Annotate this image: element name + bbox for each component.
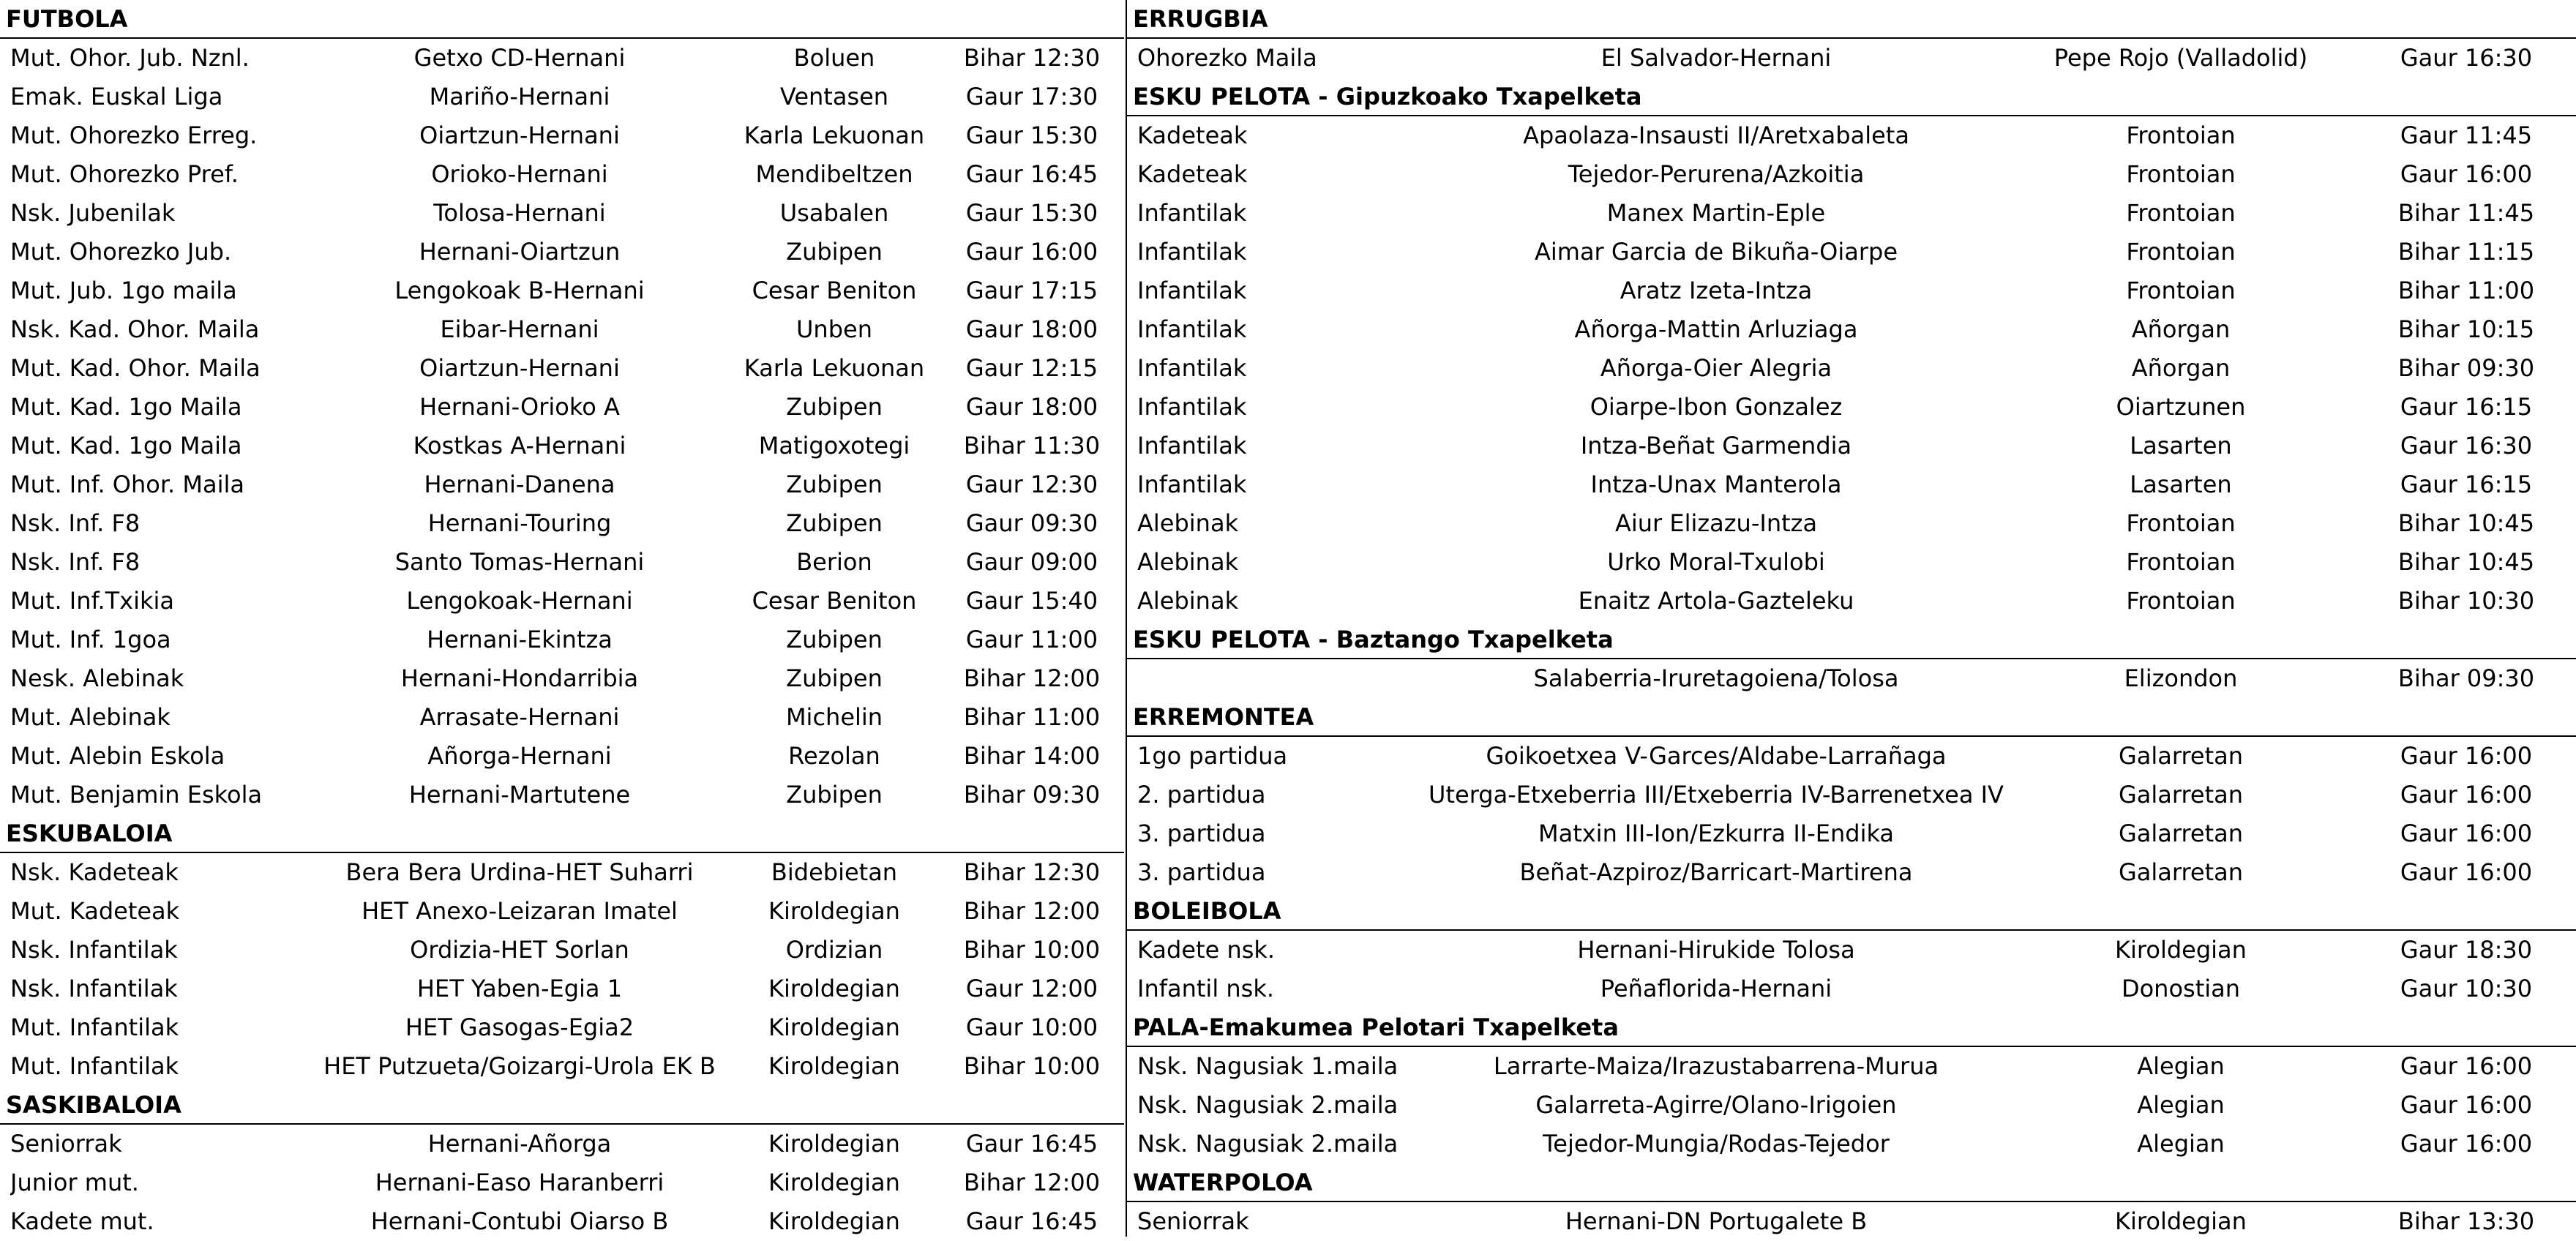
time-cell: Bihar 09:30 [2397, 354, 2535, 382]
time-cell: Bihar 10:45 [2397, 548, 2535, 576]
fixture-row [1127, 271, 2576, 310]
category-cell: Infantilak [1137, 315, 1247, 343]
category-cell: Mut. Ohorezko Jub. [10, 238, 232, 266]
match-cell: Kostkas A-Hernani [413, 432, 626, 460]
venue-cell: Frontoian [2126, 199, 2236, 227]
time-cell: Bihar 12:30 [963, 44, 1101, 72]
match-cell: HET Yaben-Egia 1 [416, 975, 623, 1002]
venue-cell: Frontoian [2126, 587, 2236, 615]
venue-cell: Zubipen [786, 470, 883, 498]
venue-cell: Karla Lekuonan [744, 121, 925, 149]
match-cell: Getxo CD-Hernani [413, 44, 626, 72]
category-cell: 3. partidua [1137, 820, 1266, 847]
match-cell: Mariño-Hernani [429, 83, 610, 110]
time-cell: Bihar 10:00 [963, 1052, 1101, 1080]
fixture-row [0, 776, 1124, 814]
venue-cell: Kiroldegian [768, 1130, 900, 1158]
venue-cell: Cesar Beniton [752, 587, 917, 615]
category-cell: Mut. Kad. 1go Maila [10, 432, 242, 460]
category-cell: Infantilak [1137, 432, 1247, 460]
match-cell: Hernani-Añorga [427, 1130, 612, 1158]
fixture-row [1127, 504, 2576, 543]
fixture-row [0, 582, 1124, 620]
match-cell: Hernani-Oiartzun [419, 238, 621, 266]
venue-cell: Donostian [2121, 975, 2241, 1002]
match-cell: Larrarte-Maiza/Irazustabarrena-Murua [1493, 1052, 1939, 1080]
category-cell: Ohorezko Maila [1137, 44, 1317, 72]
time-cell: Gaur 12:00 [965, 975, 1098, 1002]
match-cell: Tejedor-Mungia/Rodas-Tejedor [1543, 1130, 1890, 1158]
time-cell: Gaur 12:30 [965, 470, 1098, 498]
section-title: FUTBOLA [0, 0, 1124, 39]
time-cell: Gaur 16:45 [965, 1130, 1098, 1158]
category-cell: Alebinak [1137, 548, 1239, 576]
fixture-row [1127, 194, 2576, 233]
match-cell: HET Gasogas-Egia2 [405, 1013, 634, 1041]
venue-cell: Cesar Beniton [752, 277, 917, 304]
venue-cell: Frontoian [2126, 160, 2236, 188]
fixture-row [0, 78, 1124, 116]
match-cell: Hernani-Ekintza [427, 626, 613, 653]
match-cell: Beñat-Azpiroz/Barricart-Martirena [1519, 858, 1913, 886]
right-column [1127, 0, 2576, 1241]
category-cell: Mut. Benjamin Eskola [10, 781, 263, 809]
venue-cell: Lasarten [2130, 470, 2232, 498]
time-cell: Gaur 16:00 [2400, 858, 2533, 886]
venue-cell: Kiroldegian [2115, 936, 2247, 964]
match-cell: Eibar-Hernani [440, 315, 599, 343]
time-cell: Gaur 16:00 [2400, 1052, 2533, 1080]
category-cell: Mut. Inf. 1goa [10, 626, 171, 653]
match-cell: Hernani-Contubi Oiarso B [370, 1207, 669, 1235]
schedule-section [1127, 0, 2576, 78]
match-cell: Galarreta-Agirre/Olano-Irigoien [1535, 1091, 1897, 1119]
fixture-row [0, 737, 1124, 776]
category-cell: Kadete nsk. [1137, 936, 1276, 964]
fixture-row [0, 659, 1124, 698]
match-cell: Tejedor-Perurena/Azkoitia [1568, 160, 1865, 188]
section-title: PALA-Emakumea Pelotari Txapelketa [1127, 1008, 2576, 1047]
match-cell: Hernani-Martutene [408, 781, 631, 809]
fixture-row [0, 931, 1124, 970]
fixture-row [0, 427, 1124, 465]
match-cell: Intza-Unax Manterola [1590, 470, 1842, 498]
category-cell: Infantilak [1137, 238, 1247, 266]
time-cell: Gaur 18:30 [2400, 936, 2533, 964]
match-cell: Hernani-Orioko A [419, 393, 620, 421]
venue-cell: Zubipen [786, 626, 883, 653]
fixture-row [0, 698, 1124, 737]
category-cell: Mut. Infantilak [10, 1013, 179, 1041]
fixture-row [1127, 776, 2576, 814]
category-cell: Mut. Alebinak [10, 703, 171, 731]
category-cell: Infantilak [1137, 354, 1247, 382]
fixture-row [0, 970, 1124, 1008]
time-cell: Bihar 09:30 [963, 781, 1101, 809]
fixture-row [1127, 1047, 2576, 1086]
time-cell: Gaur 16:15 [2400, 470, 2533, 498]
category-cell: 2. partidua [1137, 781, 1266, 809]
fixture-row [0, 1125, 1124, 1163]
section-title: ESKU PELOTA - Gipuzkoako Txapelketa [1127, 78, 2576, 116]
match-cell: Enaitz Artola-Gazteleku [1578, 587, 1854, 615]
venue-cell: Bidebietan [771, 858, 898, 886]
category-cell: Mut. Ohorezko Erreg. [10, 121, 258, 149]
section-title: ESKUBALOIA [0, 814, 1124, 853]
venue-cell: Pepe Rojo (Valladolid) [2053, 44, 2308, 72]
fixture-row [0, 1047, 1124, 1086]
time-cell: Gaur 16:45 [965, 160, 1098, 188]
category-cell: Mut. Kadeteak [10, 897, 180, 925]
category-cell: Nsk. Infantilak [10, 936, 178, 964]
match-cell: Salaberria-Iruretagoiena/Tolosa [1533, 664, 1899, 692]
venue-cell: Alegian [2137, 1052, 2225, 1080]
fixture-row [0, 155, 1124, 194]
time-cell: Gaur 15:30 [965, 121, 1098, 149]
category-cell: Mut. Infantilak [10, 1052, 179, 1080]
venue-cell: Añorgan [2131, 315, 2231, 343]
match-cell: Peñaflorida-Hernani [1600, 975, 1832, 1002]
time-cell: Bihar 12:00 [963, 897, 1101, 925]
venue-cell: Ordizian [785, 936, 883, 964]
category-cell: Kadeteak [1137, 160, 1248, 188]
fixture-row [1127, 737, 2576, 776]
fixture-row [0, 194, 1124, 233]
time-cell: Gaur 11:00 [965, 626, 1098, 653]
schedule-section [1127, 1163, 2576, 1241]
fixture-row [1127, 310, 2576, 349]
schedule-section [0, 814, 1124, 1086]
match-cell: Añorga-Oier Alegria [1600, 354, 1832, 382]
category-cell: Infantilak [1137, 393, 1247, 421]
venue-cell: Alegian [2137, 1091, 2225, 1119]
match-cell: HET Putzueta/Goizargi-Urola EK B [323, 1052, 716, 1080]
fixture-row [0, 388, 1124, 427]
venue-cell: Zubipen [786, 781, 883, 809]
match-cell: Santo Tomas-Hernani [394, 548, 645, 576]
venue-cell: Frontoian [2126, 238, 2236, 266]
fixture-row [0, 39, 1124, 78]
fixture-row [1127, 1125, 2576, 1163]
venue-cell: Kiroldegian [768, 1169, 900, 1196]
time-cell: Gaur 16:15 [2400, 393, 2533, 421]
venue-cell: Kiroldegian [768, 897, 900, 925]
time-cell: Gaur 17:15 [965, 277, 1098, 304]
match-cell: Goikoetxea V-Garces/Aldabe-Larrañaga [1486, 742, 1947, 770]
category-cell: Mut. Inf.Txikia [10, 587, 175, 615]
match-cell: Hernani-Easo Haranberri [375, 1169, 664, 1196]
category-cell: Nesk. Alebinak [10, 664, 184, 692]
time-cell: Gaur 16:00 [2400, 1091, 2533, 1119]
schedule-section [1127, 698, 2576, 892]
venue-cell: Michelin [785, 703, 883, 731]
venue-cell: Zubipen [786, 664, 883, 692]
schedule-section [1127, 620, 2576, 698]
fixture-row [0, 543, 1124, 582]
venue-cell: Mendibeltzen [755, 160, 913, 188]
venue-cell: Añorgan [2131, 354, 2231, 382]
fixture-row [1127, 931, 2576, 970]
category-cell: Infantil nsk. [1137, 975, 1275, 1002]
fixture-row [1127, 543, 2576, 582]
schedule-section [1127, 78, 2576, 620]
schedule-section [1127, 1008, 2576, 1163]
category-cell: 1go partidua [1137, 742, 1288, 770]
time-cell: Bihar 10:15 [2397, 315, 2535, 343]
match-cell: HET Anexo-Leizaran Imatel [362, 897, 678, 925]
fixture-row [1127, 814, 2576, 853]
match-cell: Urko Moral-Txulobi [1607, 548, 1825, 576]
fixture-row [0, 1202, 1124, 1241]
schedule-section [0, 1086, 1124, 1241]
fixture-row [1127, 388, 2576, 427]
schedule-section [1127, 892, 2576, 1008]
category-cell: Junior mut. [10, 1169, 139, 1196]
category-cell: Kadete mut. [10, 1207, 154, 1235]
venue-cell: Galarretan [2118, 858, 2244, 886]
category-cell: Kadeteak [1137, 121, 1248, 149]
category-cell: Seniorrak [1137, 1207, 1249, 1235]
time-cell: Bihar 13:30 [2397, 1207, 2535, 1235]
fixture-row [0, 853, 1124, 892]
category-cell: Alebinak [1137, 587, 1239, 615]
time-cell: Bihar 14:00 [963, 742, 1101, 770]
time-cell: Gaur 10:30 [2400, 975, 2533, 1002]
fixture-row [0, 1008, 1124, 1047]
time-cell: Gaur 18:00 [965, 315, 1098, 343]
venue-cell: Ventasen [779, 83, 889, 110]
match-cell: Hernani-Danena [424, 470, 615, 498]
fixture-row [0, 892, 1124, 931]
fixture-row [1127, 465, 2576, 504]
time-cell: Gaur 16:45 [965, 1207, 1098, 1235]
category-cell: Alebinak [1137, 509, 1239, 537]
time-cell: Gaur 16:30 [2400, 432, 2533, 460]
time-cell: Gaur 15:40 [965, 587, 1098, 615]
time-cell: Bihar 09:30 [2397, 664, 2535, 692]
venue-cell: Galarretan [2118, 820, 2244, 847]
venue-cell: Oiartzunen [2116, 393, 2246, 421]
time-cell: Bihar 12:00 [963, 1169, 1101, 1196]
fixture-row [0, 233, 1124, 271]
venue-cell: Frontoian [2126, 548, 2236, 576]
fixture-row [0, 116, 1124, 155]
time-cell: Bihar 12:30 [963, 858, 1101, 886]
fixture-row [0, 620, 1124, 659]
left-column [0, 0, 1124, 1241]
category-cell: Infantilak [1137, 470, 1247, 498]
time-cell: Bihar 11:15 [2397, 238, 2535, 266]
match-cell: Aimar Garcia de Bikuña-Oiarpe [1534, 238, 1898, 266]
category-cell: Mut. Kad. 1go Maila [10, 393, 242, 421]
venue-cell: Lasarten [2130, 432, 2232, 460]
venue-cell: Kiroldegian [768, 975, 900, 1002]
venue-cell: Galarretan [2118, 742, 2244, 770]
match-cell: Ordizia-HET Sorlan [410, 936, 629, 964]
time-cell: Gaur 16:00 [2400, 742, 2533, 770]
venue-cell: Elizondon [2124, 664, 2238, 692]
fixture-row [1127, 853, 2576, 892]
time-cell: Bihar 12:00 [963, 664, 1101, 692]
category-cell: Seniorrak [10, 1130, 122, 1158]
time-cell: Gaur 09:00 [965, 548, 1098, 576]
time-cell: Gaur 16:00 [2400, 160, 2533, 188]
venue-cell: Frontoian [2126, 121, 2236, 149]
fixture-row [1127, 659, 2576, 698]
category-cell: Infantilak [1137, 199, 1247, 227]
match-cell: Hernani-DN Portugalete B [1565, 1207, 1868, 1235]
fixture-row [1127, 427, 2576, 465]
time-cell: Bihar 11:45 [2397, 199, 2535, 227]
fixture-row [0, 465, 1124, 504]
time-cell: Bihar 10:30 [2397, 587, 2535, 615]
category-cell: Mut. Ohor. Jub. Nznl. [10, 44, 250, 72]
category-cell: Mut. Kad. Ohor. Maila [10, 354, 261, 382]
time-cell: Bihar 11:00 [963, 703, 1101, 731]
venue-cell: Matigoxotegi [758, 432, 910, 460]
time-cell: Gaur 15:30 [965, 199, 1098, 227]
fixture-row [1127, 970, 2576, 1008]
fixture-row [1127, 349, 2576, 388]
fixture-row [0, 1163, 1124, 1202]
venue-cell: Frontoian [2126, 277, 2236, 304]
venue-cell: Frontoian [2126, 509, 2236, 537]
match-cell: Añorga-Hernani [427, 742, 612, 770]
fixture-row [1127, 233, 2576, 271]
match-cell: Uterga-Etxeberria III/Etxeberria IV-Barrenetxea IV [1429, 781, 2004, 809]
time-cell: Gaur 10:00 [965, 1013, 1098, 1041]
section-title: ERREMONTEA [1127, 698, 2576, 737]
match-cell: Lengokoak B-Hernani [394, 277, 645, 304]
category-cell: Nsk. Kad. Ohor. Maila [10, 315, 260, 343]
time-cell: Gaur 18:00 [965, 393, 1098, 421]
match-cell: Apaolaza-Insausti II/Aretxabaleta [1523, 121, 1909, 149]
match-cell: El Salvador-Hernani [1600, 44, 1832, 72]
schedule-section [0, 0, 1124, 814]
match-cell: Manex Martin-Eple [1606, 199, 1826, 227]
fixture-row [0, 504, 1124, 543]
match-cell: Matxin III-Ion/Ezkurra II-Endika [1538, 820, 1895, 847]
time-cell: Bihar 10:45 [2397, 509, 2535, 537]
category-cell: Nsk. Jubenilak [10, 199, 176, 227]
fixture-row [0, 310, 1124, 349]
time-cell: Gaur 16:00 [2400, 820, 2533, 847]
section-title: WATERPOLOA [1127, 1163, 2576, 1202]
fixture-row [1127, 1086, 2576, 1125]
time-cell: Gaur 12:15 [965, 354, 1098, 382]
match-cell: Hernani-Hirukide Tolosa [1577, 936, 1855, 964]
match-cell: Aiur Elizazu-Intza [1614, 509, 1818, 537]
venue-cell: Berion [796, 548, 872, 576]
venue-cell: Kiroldegian [2115, 1207, 2247, 1235]
venue-cell: Zubipen [786, 509, 883, 537]
fixture-row [1127, 582, 2576, 620]
category-cell: Mut. Alebin Eskola [10, 742, 225, 770]
match-cell: Oiartzun-Hernani [419, 354, 620, 382]
match-cell: Hernani-Hondarribia [400, 664, 639, 692]
time-cell: Gaur 16:00 [965, 238, 1098, 266]
category-cell: Nsk. Kadeteak [10, 858, 179, 886]
time-cell: Gaur 17:30 [965, 83, 1098, 110]
match-cell: Bera Bera Urdina-HET Suharri [345, 858, 694, 886]
category-cell: Mut. Jub. 1go maila [10, 277, 237, 304]
category-cell: 3. partidua [1137, 858, 1266, 886]
match-cell: Orioko-Hernani [431, 160, 608, 188]
time-cell: Bihar 11:00 [2397, 277, 2535, 304]
match-cell: Arrasate-Hernani [419, 703, 620, 731]
time-cell: Bihar 10:00 [963, 936, 1101, 964]
time-cell: Gaur 16:00 [2400, 1130, 2533, 1158]
venue-cell: Boluen [793, 44, 875, 72]
section-title: BOLEIBOLA [1127, 892, 2576, 931]
venue-cell: Kiroldegian [768, 1207, 900, 1235]
fixture-row [0, 349, 1124, 388]
match-cell: Lengokoak-Hernani [406, 587, 633, 615]
venue-cell: Rezolan [788, 742, 880, 770]
match-cell: Oiarpe-Ibon Gonzalez [1590, 393, 1843, 421]
category-cell: Nsk. Inf. F8 [10, 509, 141, 537]
section-title: ERRUGBIA [1127, 0, 2576, 39]
match-cell: Oiartzun-Hernani [419, 121, 620, 149]
section-title: ESKU PELOTA - Baztango Txapelketa [1127, 620, 2576, 659]
time-cell: Gaur 16:00 [2400, 781, 2533, 809]
venue-cell: Galarretan [2118, 781, 2244, 809]
category-cell: Emak. Euskal Liga [10, 83, 223, 110]
match-cell: Añorga-Mattin Arluziaga [1574, 315, 1858, 343]
fixture-row [1127, 39, 2576, 78]
venue-cell: Usabalen [779, 199, 889, 227]
category-cell: Nsk. Nagusiak 1.maila [1137, 1052, 1399, 1080]
category-cell: Nsk. Infantilak [10, 975, 178, 1002]
time-cell: Bihar 11:30 [963, 432, 1101, 460]
fixture-row [1127, 116, 2576, 155]
category-cell: Infantilak [1137, 277, 1247, 304]
category-cell: Nsk. Nagusiak 2.maila [1137, 1091, 1399, 1119]
venue-cell: Zubipen [786, 238, 883, 266]
venue-cell: Alegian [2137, 1130, 2225, 1158]
match-cell: Hernani-Touring [427, 509, 612, 537]
venue-cell: Karla Lekuonan [744, 354, 925, 382]
venue-cell: Kiroldegian [768, 1013, 900, 1041]
fixture-row [1127, 155, 2576, 194]
time-cell: Gaur 16:30 [2400, 44, 2533, 72]
venue-cell: Unben [796, 315, 872, 343]
category-cell: Nsk. Inf. F8 [10, 548, 141, 576]
section-title: SASKIBALOIA [0, 1086, 1124, 1125]
time-cell: Gaur 09:30 [965, 509, 1098, 537]
match-cell: Tolosa-Hernani [433, 199, 606, 227]
match-cell: Aratz Izeta-Intza [1620, 277, 1813, 304]
fixture-row [1127, 1202, 2576, 1241]
fixture-row [0, 271, 1124, 310]
venue-cell: Zubipen [786, 393, 883, 421]
category-cell: Mut. Ohorezko Pref. [10, 160, 239, 188]
venue-cell: Kiroldegian [768, 1052, 900, 1080]
category-cell: Mut. Inf. Ohor. Maila [10, 470, 244, 498]
match-cell: Intza-Beñat Garmendia [1580, 432, 1852, 460]
category-cell: Nsk. Nagusiak 2.maila [1137, 1130, 1399, 1158]
time-cell: Gaur 11:45 [2400, 121, 2533, 149]
